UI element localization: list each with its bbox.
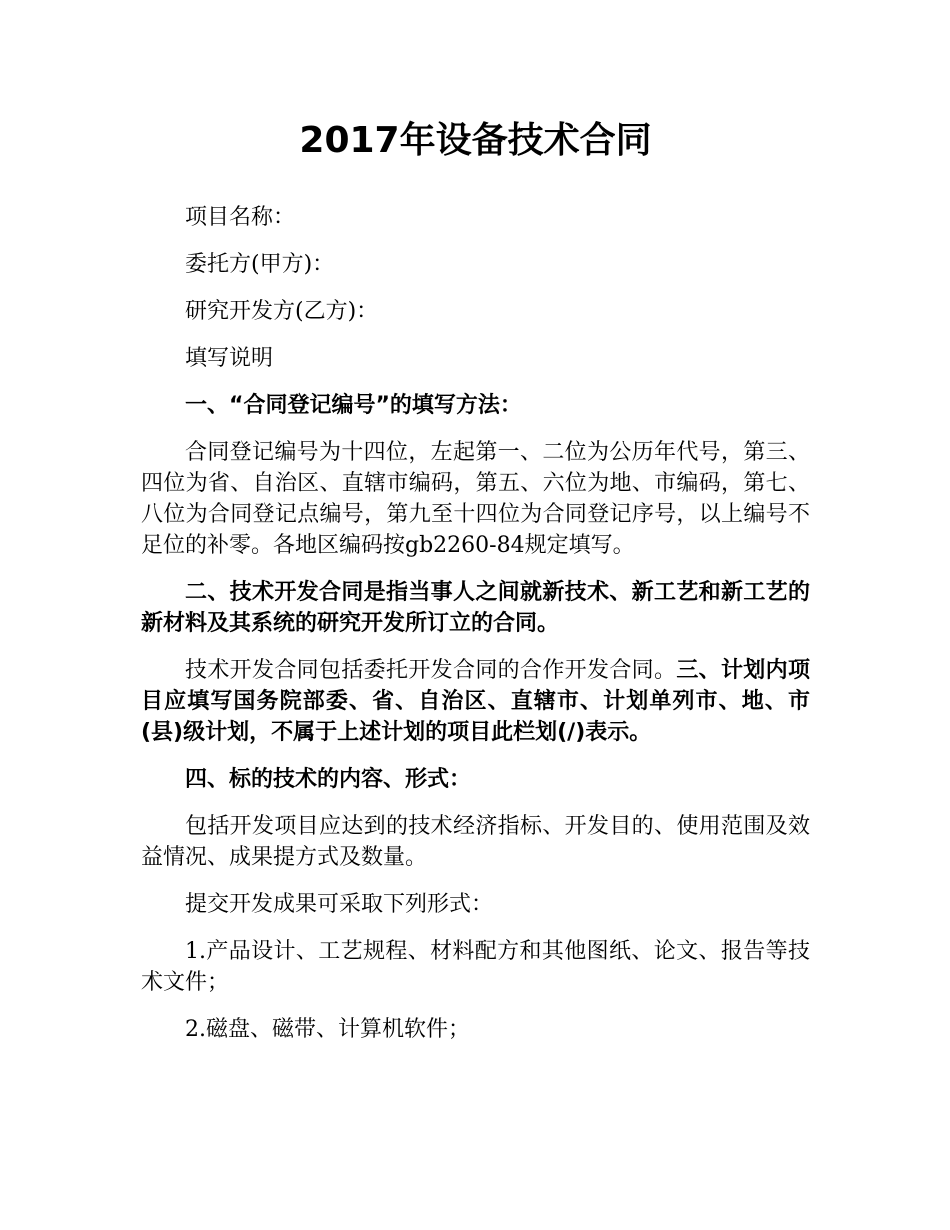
section-heading-technology-content: 四、标的技术的内容、形式： (185, 767, 472, 792)
section-heading-development-contract: 二、技术开发合同是指当事人之间就新技术、新工艺和新工艺的新材料及其系统的研究开发所订立的合同。 (141, 580, 810, 636)
section-heading-planned-projects: 三、计划内项目应填写国务院部委、省、自治区、直辖市、计划单列市、地、市(县)级计划，不属于上述计划的项目此栏划(/)表示。 (141, 658, 810, 745)
document-body (141, 202, 810, 1061)
document-title: 2017年设备技术合同 (299, 120, 652, 161)
list-item-deliverable-1: 1.产品设计、工艺规程、材料配方和其他图纸、论文、报告等技术文件； (141, 939, 810, 995)
paragraph-development-contract-scope (141, 655, 810, 748)
paragraph-development-contract-text: 技术开发合同包括委托开发合同的合作开发合同。 (185, 658, 677, 683)
paragraph-project-name: 项目名称： (185, 205, 296, 230)
paragraph-deliverable-forms: 提交开发成果可采取下列形式： (185, 892, 494, 917)
paragraph-instructions-heading: 填写说明 (185, 346, 274, 371)
list-item-deliverable-2: 2.磁盘、磁带、计算机软件； (185, 1017, 470, 1042)
paragraph-technology-content-details: 包括开发项目应达到的技术经济指标、开发目的、使用范围及效益情况、成果提方式及数量。 (141, 814, 810, 870)
paragraph-developer-party-b: 研究开发方(乙方)： (185, 299, 379, 324)
paragraph-registration-number-rules: 合同登记编号为十四位，左起第一、二位为公历年代号，第三、四位为省、自治区、直辖市编码，第五、六位为地、市编码，第七、八位为合同登记点编号，第九至十四位为合同登记序号，以上编号不足位的补零。各地区编码按gb2260-84规定填写。 (141, 440, 810, 558)
section-heading-registration-number: 一、“合同登记编号”的填写方法： (185, 393, 522, 418)
paragraph-client-party-a: 委托方(甲方)： (185, 252, 335, 277)
